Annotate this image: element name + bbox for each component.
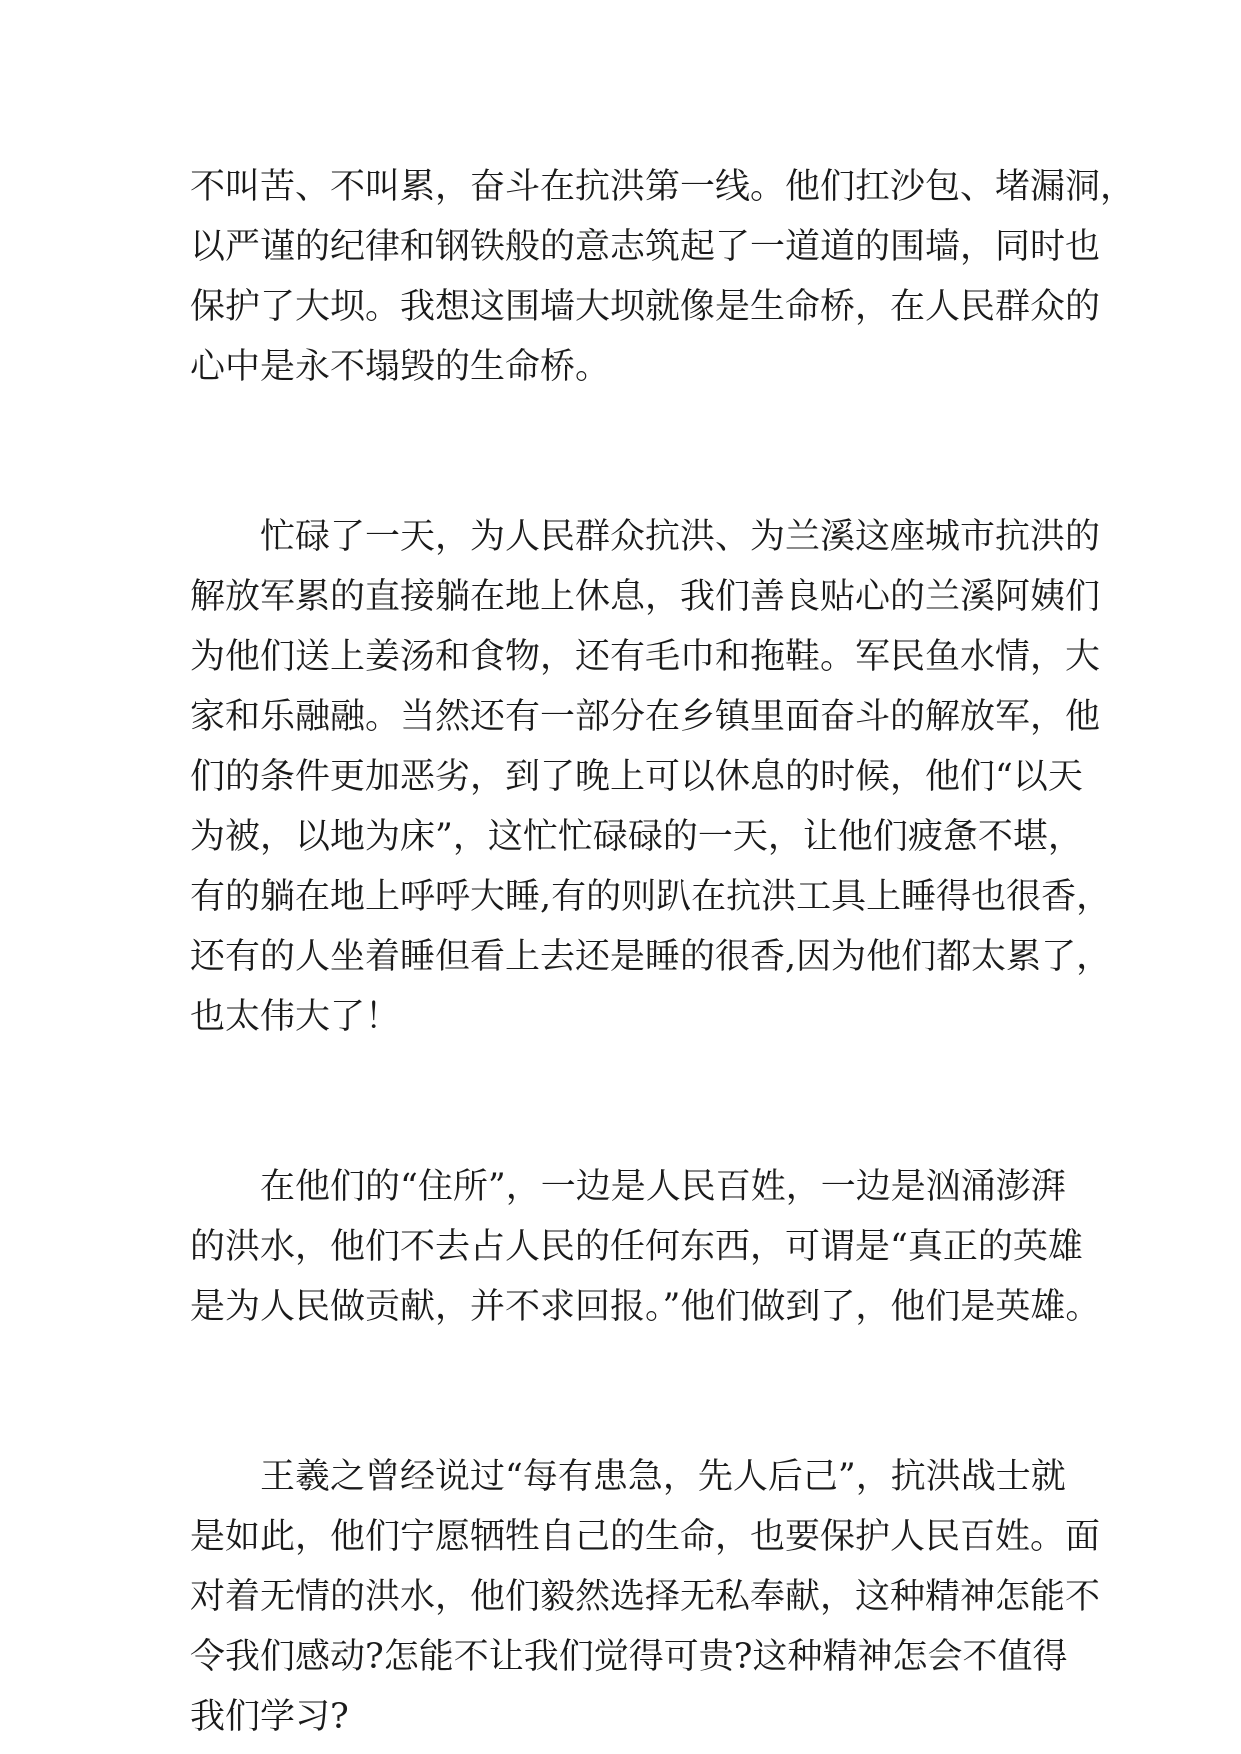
paragraph-1-line-2: 以严谨的纪律和钢铁般的意志筑起了一道道的围墙，同时也 bbox=[190, 227, 1101, 267]
paragraph-4-line-1: 王羲之曾经说过“每有患急，先人后己”，抗洪战士就 bbox=[260, 1457, 1066, 1497]
paragraph-gap bbox=[190, 397, 1056, 507]
paragraph-2-line-6: 为被，以地为床”，这忙忙碌碌的一天，让他们疲惫不堪， bbox=[190, 817, 1083, 857]
paragraph-4 bbox=[190, 1447, 1101, 1747]
paragraph-4-line-2: 是如此，他们宁愿牺牲自己的生命，也要保护人民百姓。面 bbox=[190, 1517, 1101, 1557]
paragraph-gap bbox=[190, 1047, 1056, 1157]
paragraph-2-line-8: 还有的人坐着睡但看上去还是睡的很香,因为他们都太累了， bbox=[190, 937, 1112, 977]
paragraph-2-line-7: 有的躺在地上呼呼大睡,有的则趴在抗洪工具上睡得也很香， bbox=[190, 877, 1112, 917]
paragraph-1 bbox=[190, 157, 1136, 397]
paragraph-3-line-1: 在他们的“住所”，一边是人民百姓，一边是汹涌澎湃 bbox=[260, 1167, 1066, 1207]
paragraph-2-line-9: 也太伟大了！ bbox=[190, 997, 401, 1037]
document-body bbox=[190, 157, 1136, 1747]
paragraph-2-line-4: 家和乐融融。当然还有一部分在乡镇里面奋斗的解放军，他 bbox=[190, 697, 1101, 737]
paragraph-gap bbox=[190, 1337, 1056, 1447]
paragraph-4-line-5: 我们学习? bbox=[190, 1697, 349, 1737]
paragraph-2-line-3: 为他们送上姜汤和食物，还有毛巾和拖鞋。军民鱼水情，大 bbox=[190, 637, 1101, 677]
paragraph-2-line-1: 忙碌了一天，为人民群众抗洪、为兰溪这座城市抗洪的 bbox=[260, 517, 1101, 557]
paragraph-4-line-3: 对着无情的洪水，他们毅然选择无私奉献，这种精神怎能不 bbox=[190, 1577, 1101, 1617]
paragraph-3 bbox=[190, 1157, 1101, 1337]
paragraph-1-line-1: 不叫苦、不叫累，奋斗在抗洪第一线。他们扛沙包、堵漏洞， bbox=[190, 167, 1136, 207]
paragraph-3-line-3: 是为人民做贡献，并不求回报。”他们做到了，他们是英雄。 bbox=[190, 1287, 1101, 1327]
paragraph-3-line-2: 的洪水，他们不去占人民的任何东西，可谓是“真正的英雄 bbox=[190, 1227, 1083, 1267]
paragraph-2 bbox=[190, 507, 1112, 1047]
paragraph-1-line-4: 心中是永不塌毁的生命桥。 bbox=[190, 347, 611, 387]
paragraph-4-line-4: 令我们感动?怎能不让我们觉得可贵?这种精神怎会不值得 bbox=[190, 1637, 1068, 1677]
paragraph-2-line-5: 们的条件更加恶劣，到了晚上可以休息的时候，他们“以天 bbox=[190, 757, 1083, 797]
paragraph-1-line-3: 保护了大坝。我想这围墙大坝就像是生命桥，在人民群众的 bbox=[190, 287, 1101, 327]
paragraph-2-line-2: 解放军累的直接躺在地上休息，我们善良贴心的兰溪阿姨们 bbox=[190, 577, 1101, 617]
